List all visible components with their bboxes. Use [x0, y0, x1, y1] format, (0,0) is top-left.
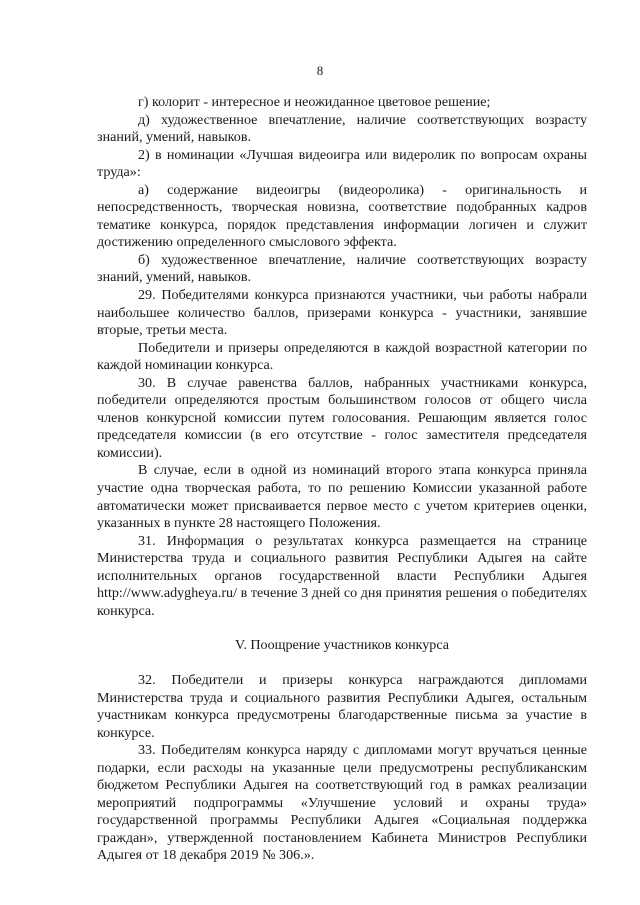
paragraph-criterion-d: д) художественное впечатление, наличие соответствующих возрасту знаний, умений, навыков. [97, 111, 587, 146]
paragraph-31: 31. Информация о результатах конкурса размещается на странице Министерства труда и социального развития Республики Адыгея на сайте исполнительных органов государственной власти Республики Адыгея http://www.adygheya.ru/ в течение 3 дней со дня принятия решения о победителях конкурса. [97, 532, 587, 619]
paragraph-29: 29. Победителями конкурса признаются участники, чьи работы набрали наибольшее количество баллов, призерами конкурса - участники, занявшие вторые, третьи места. [97, 287, 587, 339]
paragraph-criterion-g: г) колорит - интересное и неожиданное цветовое решение; [138, 94, 491, 110]
section-heading: V. Поощрение участников конкурса [234, 637, 450, 654]
page-number: 8 [316, 63, 324, 78]
paragraph-30: 30. В случае равенства баллов, набранных участниками конкурса, победители определяются простым большинством голосов от общего числа членов конкурсной комиссии путем голосования. Решающим является голос председателя комиссии (в его отсутствие - голос заместителя председателя комиссии). [97, 374, 587, 461]
paragraph-criterion-b: б) художественное впечатление, наличие соответствующих возрасту знаний, умений, навыков. [97, 251, 587, 286]
paragraph-criterion-a: а) содержание видеоигры (видеоролика) - оригинальность и непосредственность, творческая новизна, соответствие подобранных кадров тематике конкурса, порядок представления информации логичен и служит достижению определенного смыслового эффекта. [97, 181, 587, 251]
paragraph-33: 33. Победителям конкурса наряду с дипломами могут вручаться ценные подарки, если расходы на указанные цели предусмотрены республиканским бюджетом Республики Адыгея на соответствующий год в рамках реализации мероприятий подпрограммы «Улучшение условий и охраны труда» государственной программы Республики Адыгея «Социальная поддержка граждан», утвержденной постановлением Кабинета Министров Республики Адыгея от 18 декабря 2019 № 306.». [97, 742, 587, 864]
document-body [97, 94, 587, 865]
paragraph-nomination-2: 2) в номинации «Лучшая видеоигра или видеролик по вопросам охраны труда»: [97, 146, 587, 181]
paragraph-29-winners: Победители и призеры определяются в каждой возрастной категории по каждой номинации конкурса. [97, 339, 587, 374]
paragraph-32: 32. Победители и призеры конкурса награждаются дипломами Министерства труда и социального развития Республики Адыгея, остальным участникам конкурса предусмотрены благодарственные письма за участие в конкурсе. [97, 671, 587, 741]
paragraph-30-single-work: В случае, если в одной из номинаций второго этапа конкурса приняла участие одна творческая работа, то по решению Комиссии указанной работе автоматически может присваивается первое место с учетом критериев оценки, указанных в пункте 28 настоящего Положения. [97, 462, 587, 532]
